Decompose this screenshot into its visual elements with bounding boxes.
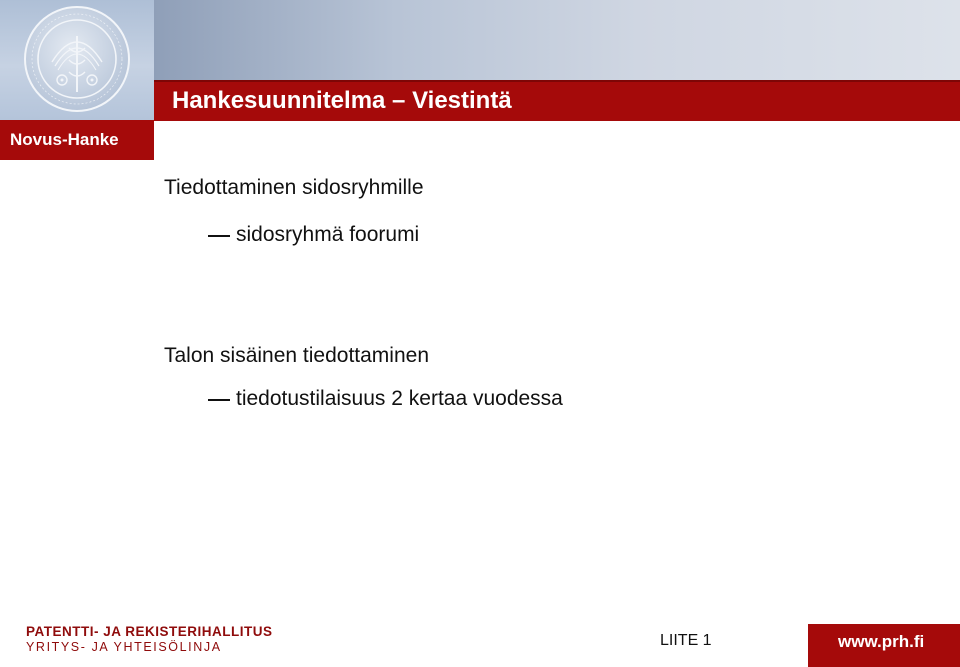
appendix-label: LIITE 1 (660, 632, 712, 649)
bullet-heading: Tiedottaminen sidosryhmille (164, 176, 424, 199)
footer-org-logo (26, 624, 273, 654)
website-link[interactable]: www.prh.fi (838, 632, 925, 651)
sub-bullet-text: sidosryhmä foorumi (236, 223, 420, 246)
bullet-heading: Talon sisäinen tiedottaminen (164, 344, 430, 367)
footer-org-name: PATENTTI- JA REKISTERIHALLITUS (26, 624, 273, 639)
brand-label: Novus-Hanke (10, 130, 119, 149)
logo-panel (0, 0, 154, 120)
title-bar (154, 80, 960, 121)
footer-org-division: YRITYS- JA YHTEISÖLINJA (26, 640, 222, 654)
dash-icon (208, 399, 230, 401)
url-badge[interactable] (808, 624, 960, 667)
prh-seal-icon (22, 4, 132, 114)
brand-badge (0, 120, 154, 160)
sub-bullet-text: tiedotustilaisuus 2 kertaa vuodessa (236, 387, 563, 410)
dash-icon (208, 235, 230, 237)
page-title: Hankesuunnitelma – Viestintä (172, 87, 512, 114)
header-band (154, 0, 960, 80)
